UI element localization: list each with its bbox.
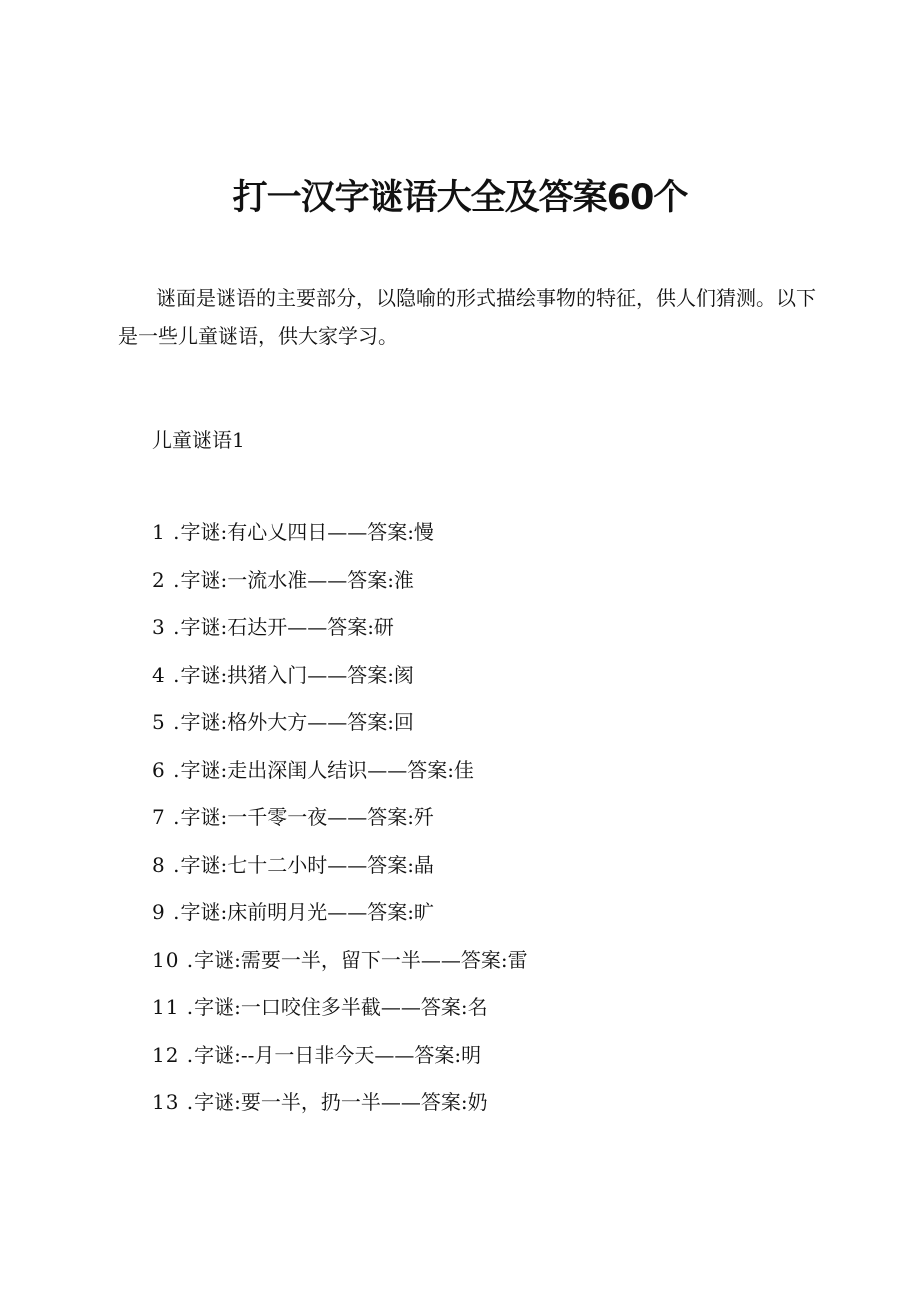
riddle-list [152, 513, 528, 1131]
riddle-text: 字谜:走出深闺人结识——答案:佳 [180, 757, 474, 782]
intro-text: 谜面是谜语的主要部分，以隐喻的形式描绘事物的特征，供人们猜测。以下是一些儿童谜语，供大家学习。 [118, 286, 816, 348]
riddle-item [152, 846, 528, 894]
riddle-item [152, 656, 528, 704]
riddle-text: 字谜:--月一日非今天——答案:明 [194, 1042, 482, 1067]
riddle-text: 字谜:床前明月光——答案:旷 [180, 900, 434, 924]
riddle-text: 字谜:拱猪入门——答案:阂 [180, 662, 414, 687]
riddle-number: 10 . [152, 947, 195, 972]
riddle-number: 8 . [152, 852, 181, 877]
riddle-number: 12 . [152, 1042, 195, 1067]
riddle-number: 5 . [152, 710, 181, 734]
riddle-text: 字谜:一流水准——答案:淮 [180, 567, 414, 592]
riddle-item [152, 561, 528, 609]
riddle-number: 6 . [152, 757, 181, 782]
riddle-item [152, 1083, 528, 1131]
riddle-item [152, 1036, 528, 1084]
riddle-text: 字谜:有心乂四日——答案:慢 [180, 520, 434, 544]
riddle-text: 字谜:七十二小时——答案:晶 [180, 852, 434, 877]
riddle-text: 字谜:一口咬住多半截——答案:名 [194, 995, 488, 1019]
riddle-text: 字谜:要一半，扔一半——答案:奶 [194, 1090, 488, 1114]
riddle-number: 1 . [152, 520, 181, 544]
intro-paragraph [118, 279, 818, 355]
riddle-number: 3 . [152, 615, 181, 639]
riddle-item [152, 941, 528, 989]
riddle-number: 4 . [152, 662, 181, 687]
riddle-number: 11 . [152, 995, 195, 1019]
riddle-number: 9 . [152, 900, 181, 924]
riddle-item [152, 703, 528, 751]
riddle-text: 字谜:格外大方——答案:回 [180, 710, 414, 734]
riddle-item [152, 608, 528, 656]
riddle-number: 2 . [152, 567, 181, 592]
riddle-item [152, 893, 528, 941]
riddle-item [152, 751, 528, 799]
riddle-number: 13 . [152, 1090, 195, 1114]
riddle-item [152, 513, 528, 561]
riddle-number: 7 . [152, 805, 181, 829]
riddle-text: 字谜:需要一半，留下一半——答案:雷 [194, 947, 528, 972]
section-heading: 儿童谜语1 [152, 428, 245, 452]
document-title: 打一汉字谜语大全及答案60个 [232, 178, 688, 218]
riddle-item [152, 798, 528, 846]
riddle-text: 字谜:一千零一夜——答案:歼 [180, 805, 434, 829]
riddle-item [152, 988, 528, 1036]
riddle-text: 字谜:石达开——答案:研 [180, 615, 394, 639]
